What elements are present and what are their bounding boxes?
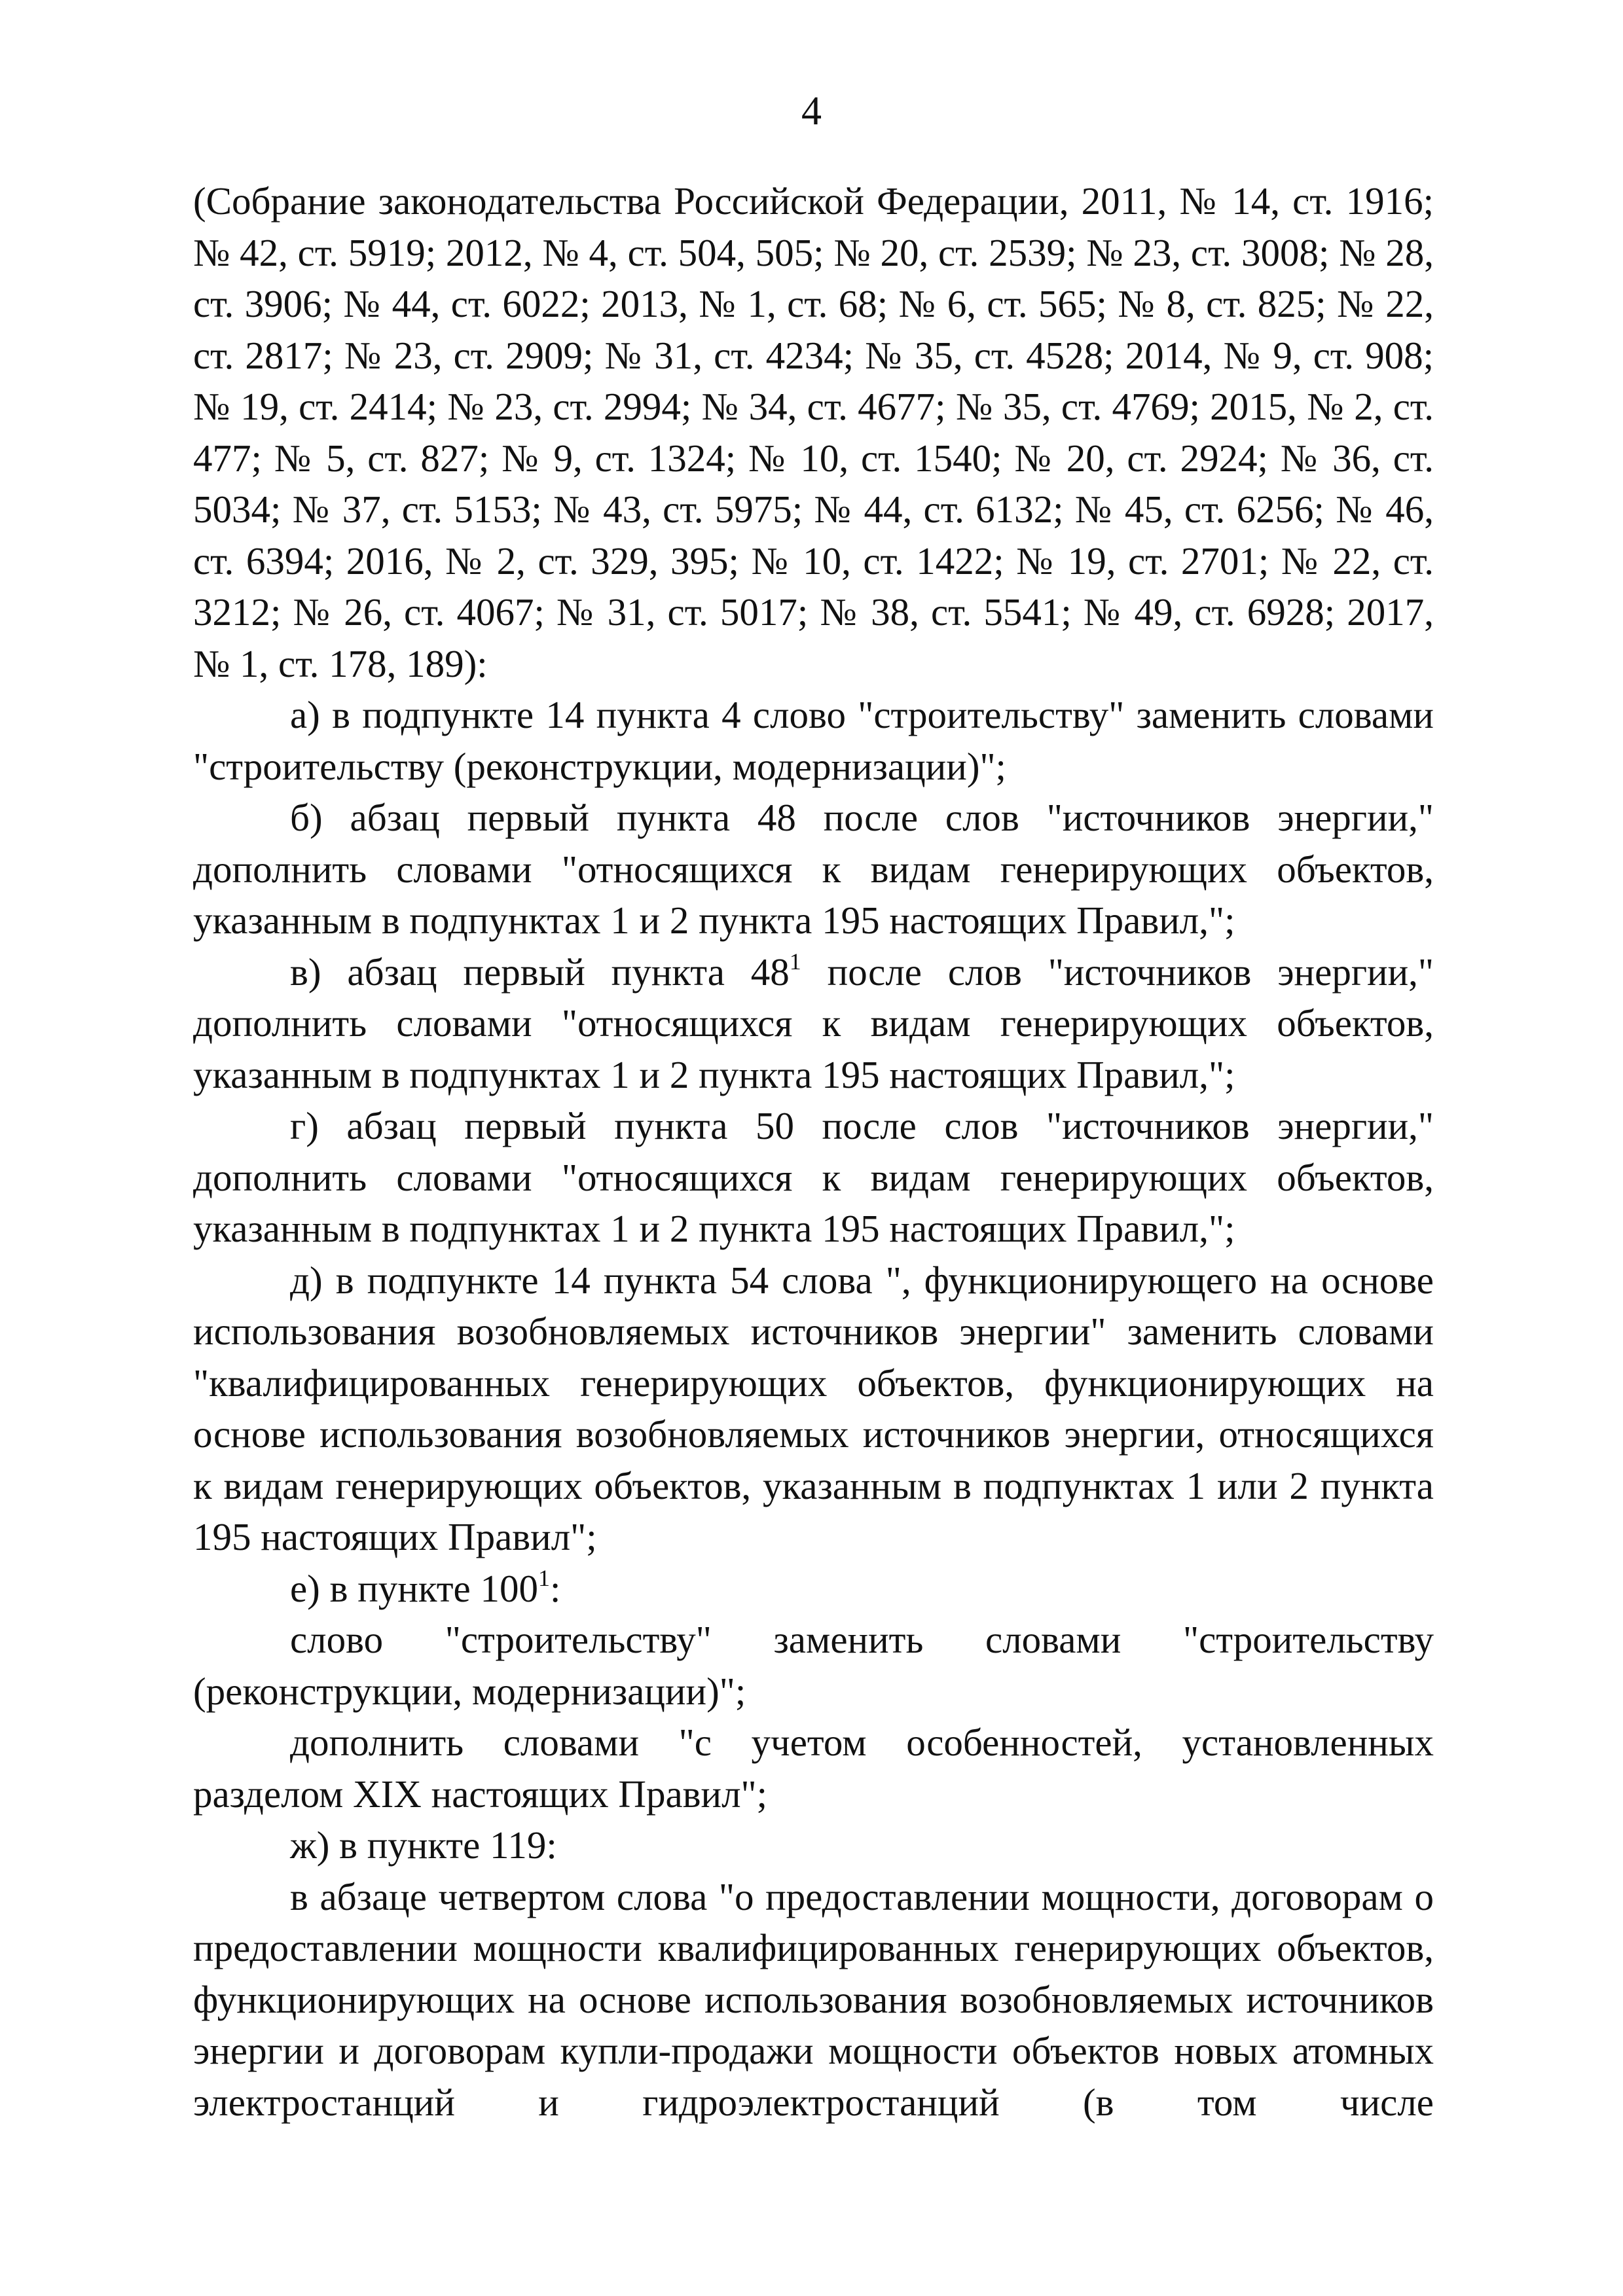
item-e-superscript: 1 xyxy=(538,1564,550,1591)
item-d-paragraph: д) в подпункте 14 пункта 54 слова ", функционирующего на основе использования возобновляемых источников энергии" заменить словами "квалифицированных генерирующих объектов, функционирующих на основе использования возобновляемых источников энергии, относящихся к видам генерирующих объектов, указанным в подпунктах 1 или 2 пункта 195 настоящих Правил"; xyxy=(193,1258,1434,1558)
item-e-paragraph xyxy=(193,1563,1434,1615)
item-b-paragraph: б) абзац первый пункта 48 после слов "источников энергии," дополнить словами "относящихся к видам генерирующих объектов, указанным в подпунктах 1 и 2 пункта 195 настоящих Правил,"; xyxy=(193,796,1434,942)
item-g-paragraph: г) абзац первый пункта 50 после слов "источников энергии," дополнить словами "относящихся к видам генерирующих объектов, указанным в подпунктах 1 и 2 пункта 195 настоящих Правил,"; xyxy=(193,1104,1434,1250)
item-e-text-end: : xyxy=(549,1566,561,1610)
item-zh-subparagraph-1: в абзаце четвертом слова "о предоставлении мощности, договорам о предоставлении мощности квалифицированных генерирующих объектов, функционирующих на основе использования возобновляемых источников энергии и договорам купли-продажи мощности объектов новых атомных электростанций и гидроэлектростанций (в том числе xyxy=(193,1874,1434,2124)
references-paragraph: (Собрание законодательства Российской Федерации, 2011, № 14, ст. 1916; № 42, ст. 5919; 2012, № 4, ст. 504, 505; № 20, ст. 2539; № 23, ст. 3008; № 28, ст. 3906; № 44, ст. 6022; 2013, № 1, ст. 68; № 6, ст. 565; № 8, ст. 825; № 22, ст. 2817; № 23, ст. 2909; № 31, ст. 4234; № 35, ст. 4528; 2014, № 9, ст. 908; № 19, ст. 2414; № 23, ст. 2994; № 34, ст. 4677; № 35, ст. 4769; 2015, № 2, ст. 477; № 5, ст. 827; № 9, ст. 1324; № 10, ст. 1540; № 20, ст. 2924; № 36, ст. 5034; № 37, ст. 5153; № 43, ст. 5975; № 44, ст. 6132; № 45, ст. 6256; № 46, ст. 6394; 2016, № 2, ст. 329, 395; № 10, ст. 1422; № 19, ст. 2701; № 22, ст. 3212; № 26, ст. 4067; № 31, ст. 5017; № 38, ст. 5541; № 49, ст. 6928; 2017, № 1, ст. 178, 189): xyxy=(193,179,1434,685)
body-text xyxy=(193,175,1434,2128)
item-a-paragraph: а) в подпункте 14 пункта 4 слово "строительству" заменить словами "строительству (реконструкции, модернизации)"; xyxy=(193,693,1434,788)
item-v-paragraph xyxy=(193,946,1434,1101)
page-number: 4 xyxy=(801,89,822,134)
item-e-subparagraph-1: слово "строительству" заменить словами "строительству (реконструкции, модернизации)"; xyxy=(193,1618,1434,1713)
item-v-superscript: 1 xyxy=(789,948,801,975)
item-v-text-end: после слов "источников энергии," дополнить словами "относящихся к видам генерирующих объектов, указанным в подпунктах 1 и 2 пункта 195 настоящих Правил,"; xyxy=(193,950,1434,1096)
item-v-text-start: в) абзац первый пункта 48 xyxy=(290,950,790,994)
item-e-text-start: е) в пункте 100 xyxy=(290,1566,538,1610)
item-zh-paragraph: ж) в пункте 119: xyxy=(290,1823,557,1867)
item-e-subparagraph-2: дополнить словами "с учетом особенностей, установленных разделом XIX настоящих Правил"; xyxy=(193,1721,1434,1816)
